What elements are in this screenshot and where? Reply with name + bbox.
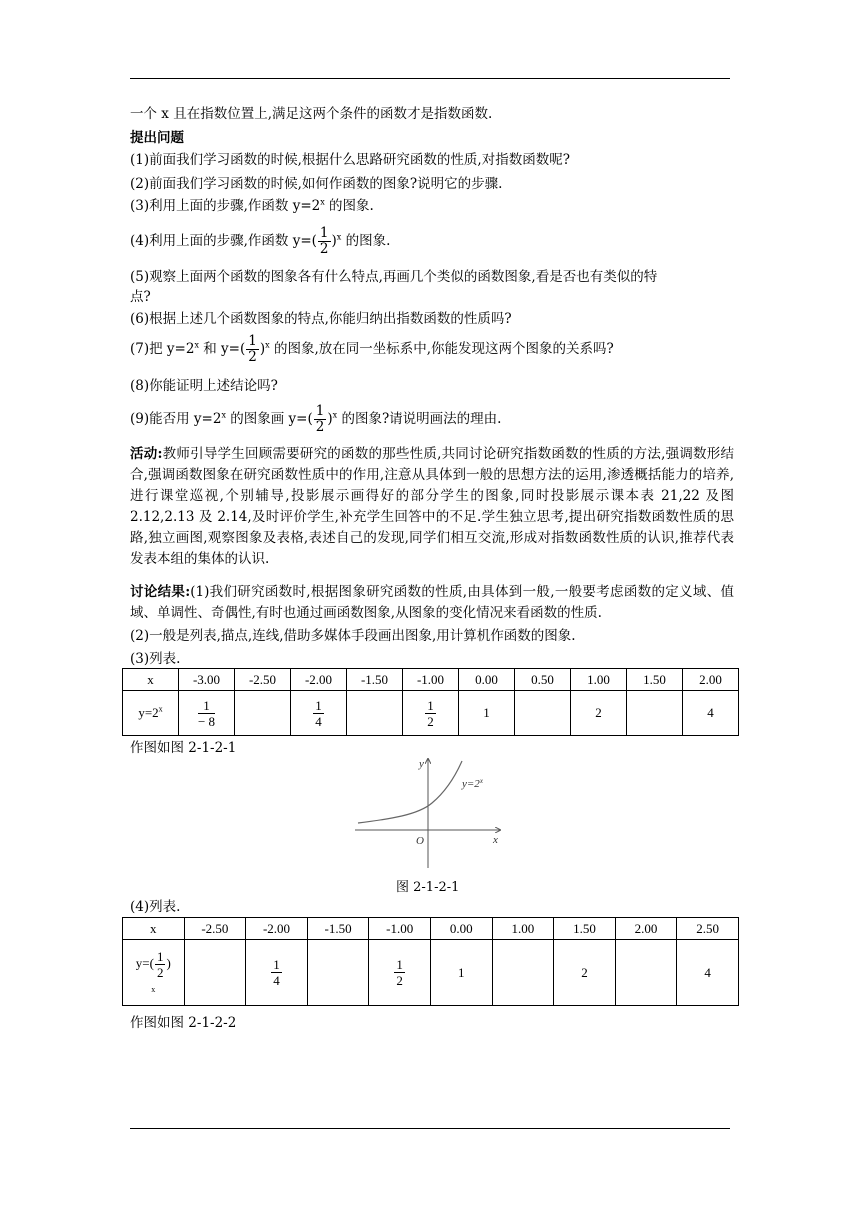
intro-line: 一个 x 且在指数位置上,满足这两个条件的函数才是指数函数.: [130, 106, 493, 122]
table-row: x -2.50 -2.00 -1.50 -1.00 0.00 1.00 1.50 2.00 2.50: [123, 918, 739, 940]
row-label: $y=2^x$: [123, 691, 179, 736]
question-3: (3)利用上面的步骤,作函数 $y=2^x$ 的图象.: [130, 197, 374, 214]
result-label: 讨论结果:: [130, 584, 191, 600]
question-7: (7)把 $y=2^x$ 和 y=( $\frac{1}{2}$ )$^x$ 的图象,放在同一坐标系中,你能发现这两个图象的关系吗?: [130, 333, 614, 365]
y-axis-label: y: [419, 758, 424, 770]
graph-exponential: [350, 755, 510, 870]
question-8: (8)你能证明上述结论吗?: [130, 378, 278, 394]
x-axis-label: x: [493, 834, 498, 846]
fraction-one-half: $\frac{1}{2}$: [315, 403, 325, 435]
figure-1-caption: 图 2-1-2-1: [396, 880, 460, 895]
footer-rule: [130, 1128, 730, 1129]
result-2: (2)一般是列表,描点,连线,借助多媒体手段画出图象,用计算机作函数的图象.: [130, 628, 576, 644]
table-row: x -3.00 -2.50 -2.00 -1.50 -1.00 0.00 0.50 1.00 1.50 2.00: [123, 669, 739, 691]
activity-label: 活动:: [130, 446, 163, 462]
header-rule: [130, 78, 730, 79]
table-row: $y=2^x$ $\frac{1}{- 8}$ $\frac{1}{4}$ $\frac{1}{2}$ 1 2 4: [123, 691, 739, 736]
question-2: (2)前面我们学习函数的时候,如何作函数的图象?说明它的步骤.: [130, 176, 503, 192]
fraction-one-half: $\frac{1}{2}$: [319, 225, 329, 257]
table-powers-of-two: [122, 668, 739, 736]
table-powers-of-half: [122, 917, 739, 1006]
exponential-curve: [358, 761, 462, 823]
result-paragraph: 讨论结果:(1)我们研究函数时,根据图象研究函数的性质,由具体到一般,一般要考虑函数的定义域、值域、单调性、奇偶性,有时也通过画函数图象,从图象的变化情况来看函数的性质.: [130, 584, 735, 621]
fraction-one-half: $\frac{1}{2}$: [248, 333, 257, 365]
result-3: (3)列表.: [130, 651, 181, 667]
question-1: (1)前面我们学习函数的时候,根据什么思路研究函数的性质,对指数函数呢?: [130, 152, 570, 168]
curve-label: $y=2^x$: [462, 777, 483, 790]
question-6: (6)根据上述几个函数图象的特点,你能归纳出指数函数的性质吗?: [130, 311, 512, 327]
figure-2-reference: 作图如图 2-1-2-2: [130, 1015, 237, 1031]
row-label: y=( $\frac{1}{2}$ ) x: [123, 940, 185, 1006]
question-9: (9)能否用 $y=2^x$ 的图象画 y=( $\frac{1}{2}$ )$^x$ 的图象?请说明画法的理由.: [130, 403, 502, 435]
question-5-line-1: (5)观察上面两个函数的图象各有什么特点,再画几个类似的函数图象,看是否也有类似的特: [130, 269, 658, 285]
question-5-line-2: 点?: [130, 289, 151, 305]
result-4: (4)列表.: [130, 899, 181, 915]
table-row: y=( $\frac{1}{2}$ ) x $\frac{1}{4}$ $\frac{1}{2}$ 1 2 4: [123, 940, 739, 1006]
figure-1-reference: 作图如图 2-1-2-1: [130, 740, 237, 756]
question-4: (4)利用上面的步骤,作函数 y=( $\frac{1}{2}$ )$^x$ 的图象.: [130, 225, 391, 257]
activity-paragraph: 活动:教师引导学生回顾需要研究的函数的那些性质,共同讨论研究指数函数的性质的方法,强调数形结合,强调函数图象在研究函数性质中的作用,注意从具体到一般的思想方法的运用,渗透概括能力的培养,进行课堂巡视,个别辅导,投影展示画得好的部分学生的图象,同时投影展示课本表 21,22 及图 2.12,2.13 及 2.14,及时评价学生,补充学生回答中的不足.学生独立思考,提出研究指数函数性质的思路,独立画图,观察图象及表格,表述自己的发现,同学们相互交流,形成对指数函数性质的认识,推荐代表发表本组的集体的认识.: [130, 446, 734, 567]
origin-label: O: [416, 835, 424, 847]
heading-questions: 提出问题: [130, 130, 184, 146]
